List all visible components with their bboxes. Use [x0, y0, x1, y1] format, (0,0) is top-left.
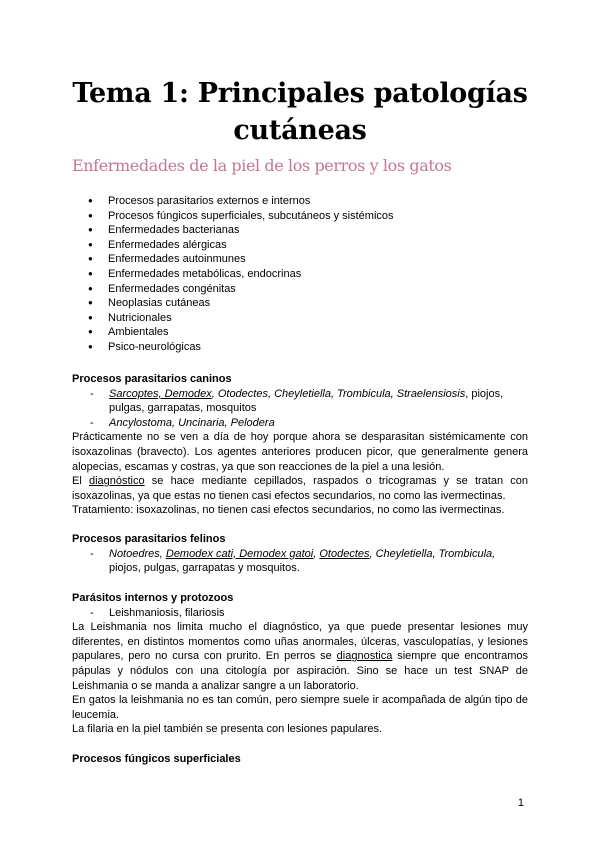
section-caninos — [72, 372, 528, 518]
page-number: 1 — [517, 797, 524, 809]
section-internos — [72, 591, 528, 737]
list-item: ● Nutricionales — [72, 311, 394, 326]
list-item: ● Ambientales — [72, 325, 394, 340]
list-item: ● Procesos fúngicos superficiales, subcutáneos y sistémicos — [72, 209, 394, 224]
section-fungicos — [72, 752, 528, 767]
dash-item: - Notoedres, Demodex cati, Demodex gatoi, Otodectes, Cheyletiella, Trombicula, piojos, pulgas, garrapatas y mosquitos. — [72, 547, 528, 576]
demodex-link[interactable]: Demodex cati, Demodex gatoi — [165, 547, 314, 560]
list-item: ● Neoplasias cutáneas — [72, 296, 394, 311]
page-title: Tema 1: Principales patologías cutáneas — [72, 78, 528, 146]
section-heading: Parásitos internos y protozoos — [72, 592, 234, 604]
list-item: ● Psico-neurológicas — [72, 340, 394, 355]
paragraph: Prácticamente no se ven a día de hoy porque ahora se desparasitan sistémicamente con isoxazolinas (bravecto). Los agentes anteriores producen picor, que generalmente genera alopecias, escamas y costras, ya que son reacciones de la piel a una lesión. — [72, 431, 528, 473]
list-item: ● Procesos parasitarios externos e internos — [72, 194, 394, 209]
section-heading: Procesos parasitarios felinos — [72, 533, 226, 545]
list-item: ● Enfermedades metabólicas, endocrinas — [72, 267, 394, 282]
list-item: ● Enfermedades bacterianas — [72, 223, 394, 238]
dash-item: - Ancylostoma, Uncinaria, Pelodera — [72, 416, 528, 431]
diagnostico-link[interactable]: diagnóstico — [88, 475, 145, 488]
section-felinos — [72, 532, 528, 576]
paragraph: Tratamiento: isoxazolinas, no tienen casi efectos secundarios, no como las ivermectinas. — [72, 504, 505, 517]
sarcoptes-link[interactable]: Sarcoptes, Demodex — [109, 387, 212, 400]
section-heading: Procesos fúngicos superficiales — [72, 753, 241, 765]
paragraph: El diagnóstico se hace mediante cepillados, raspados o tricogramas y se tratan con isoxazolinas, ya que estas no tienen casi efectos secundarios, no como las ivermectinas. — [72, 475, 528, 502]
paragraph: En gatos la leishmania no es tan común, pero siempre suele ir acompañada de algún tipo de leucemia. — [72, 694, 528, 721]
paragraph: La filaria en la piel también se presenta con lesiones papulares. — [72, 723, 383, 736]
paragraph: La Leishmania nos limita mucho el diagnóstico, ya que puede presentar lesiones muy diferentes, en distintos momentos como uñas anormales, úlceras, vasculopatías, y lesiones papulares, pero no cursa con prurito. En perros se diagnostica siempre que encontramos pápulas y nódulos con una citología por aspiración. Sino se hace un test SNAP de Leishmania o se manda a analizar sangre a un laboratorio. — [72, 621, 529, 692]
list-item: ● Enfermedades congénitas — [72, 282, 394, 297]
topics-list — [72, 194, 394, 355]
section-heading: Procesos parasitarios caninos — [72, 373, 232, 385]
list-item: ● Enfermedades alérgicas — [72, 238, 394, 253]
section-subtitle: Enfermedades de la piel de los perros y los gatos — [72, 156, 452, 175]
list-item: ● Enfermedades autoinmunes — [72, 252, 394, 267]
diagnostica-link[interactable]: diagnostica — [336, 650, 393, 663]
otodectes-link[interactable]: Otodectes — [319, 547, 370, 560]
dash-item: - Leishmaniosis, filariosis — [72, 606, 528, 621]
dash-item: - Sarcoptes, Demodex, Otodectes, Cheyletiella, Trombicula, Straelensiosis, piojos, pulgas, garrapatas, mosquitos — [72, 387, 528, 416]
